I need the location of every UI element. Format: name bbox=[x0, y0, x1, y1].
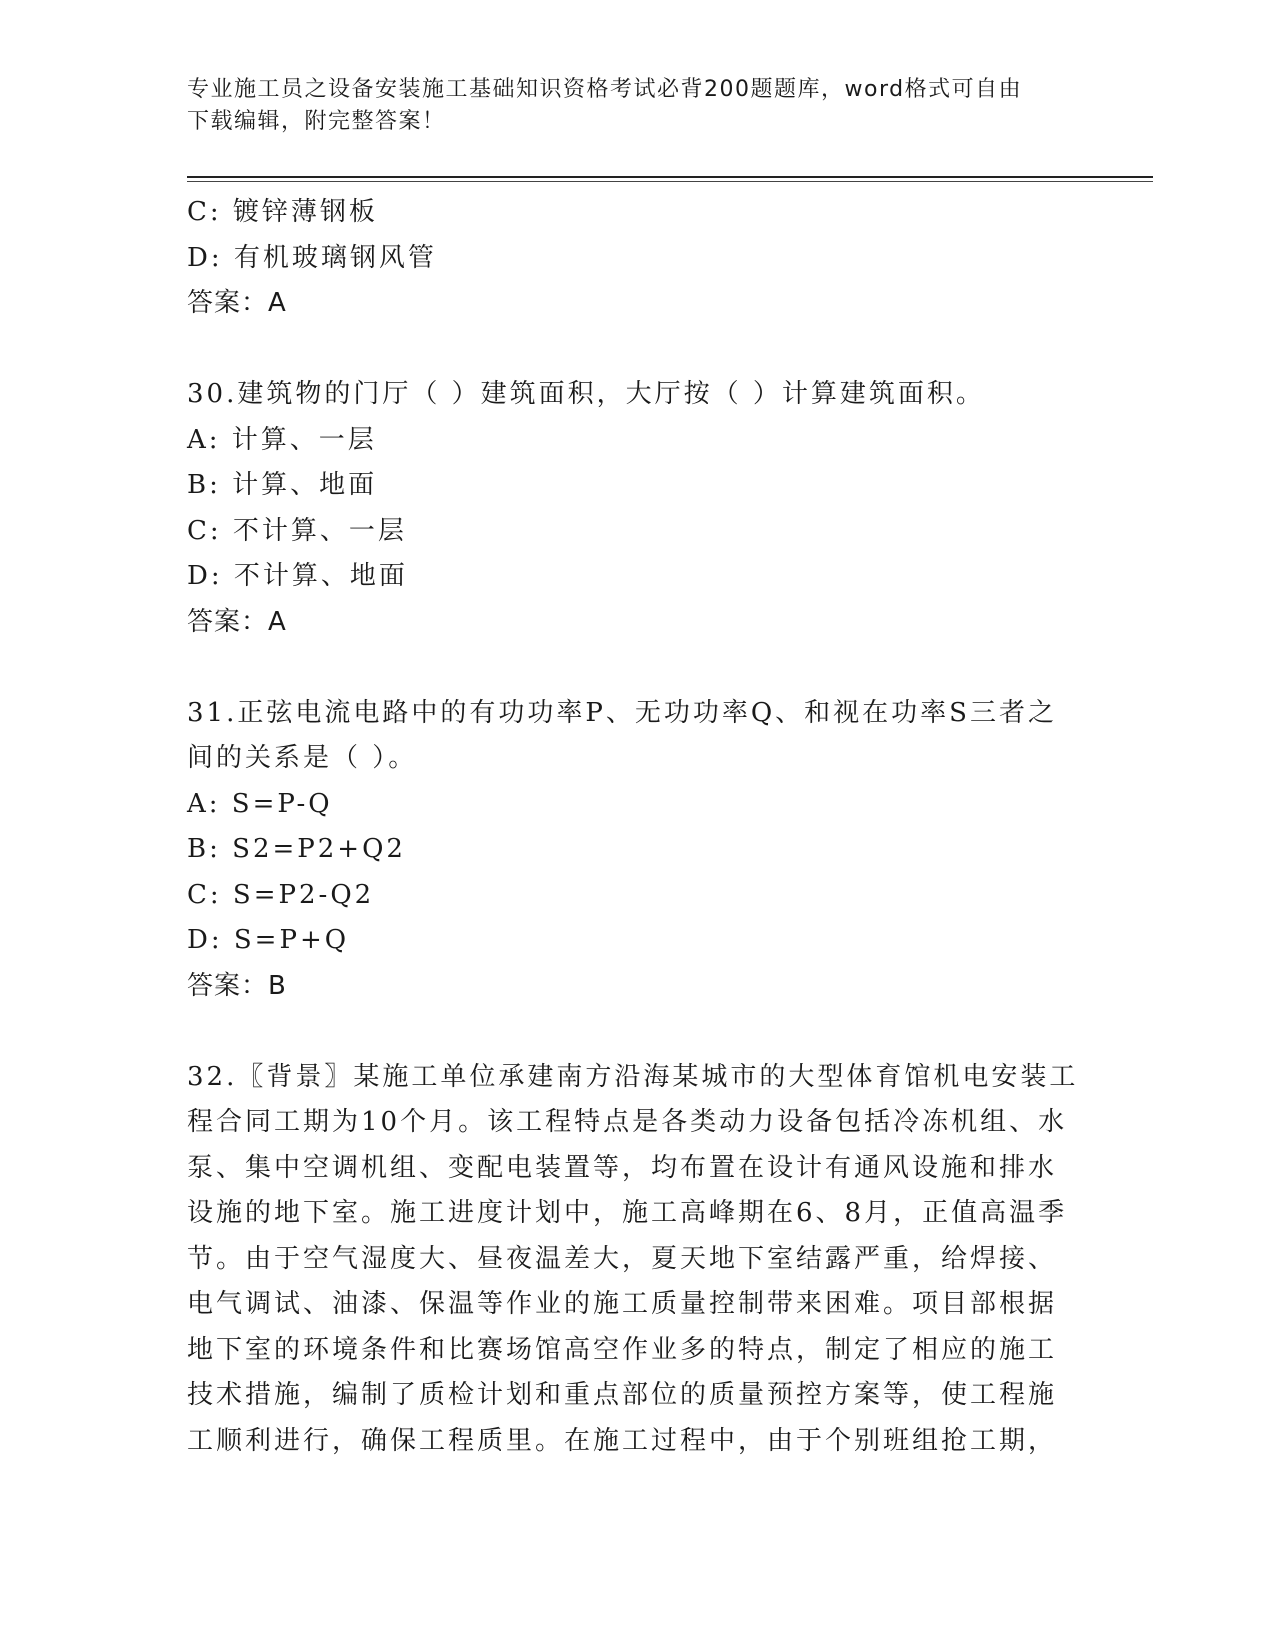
question-text-line: 技术措施，编制了质检计划和重点部位的质量预控方案等，使工程施 bbox=[187, 1380, 1058, 1410]
option-a: A: S=P-Q bbox=[187, 788, 333, 819]
spacer bbox=[187, 1009, 1067, 1055]
answer-label: 答案：A bbox=[187, 606, 287, 637]
header-line-2: 下载编辑，附完整答案！ bbox=[187, 109, 446, 134]
spacer bbox=[187, 327, 1067, 373]
option-c: C: S=P2-Q2 bbox=[187, 879, 375, 910]
answer-label: 答案：A bbox=[187, 288, 287, 318]
question-29-tail bbox=[187, 190, 1067, 327]
question-text-line: 工顺利进行，确保工程质里。在施工过程中，由于个别班组抢工期， bbox=[187, 1425, 1058, 1456]
option-d: D: 不计算、地面 bbox=[187, 561, 408, 591]
header-divider-thin bbox=[187, 181, 1153, 182]
question-text-line: 泵、集中空调机组、变配电装置等，均布置在设计有通风设施和排水 bbox=[187, 1152, 1058, 1183]
spacer bbox=[187, 645, 1067, 691]
question-text-line: 设施的地下室。施工进度计划中，施工高峰期在6、8月，正值高温季 bbox=[187, 1198, 1068, 1228]
question-stem-line-1: 31.正弦电流电路中的有功功率P、无功功率Q、和视在功率S三者之 bbox=[187, 697, 1057, 728]
question-32 bbox=[187, 1055, 1079, 1465]
answer-label: 答案：B bbox=[187, 970, 287, 1001]
question-stem: 30.建筑物的门厅（ ）建筑面积，大厅按（ ）计算建筑面积。 bbox=[187, 379, 985, 409]
header-divider-thick bbox=[187, 176, 1153, 178]
option-d: D: S=P+Q bbox=[187, 925, 350, 955]
option-c: C: 镀锌薄钢板 bbox=[187, 197, 378, 227]
option-c: C: 不计算、一层 bbox=[187, 515, 407, 546]
question-text-line: 程合同工期为10个月。该工程特点是各类动力设备包括冷冻机组、水 bbox=[187, 1107, 1068, 1137]
option-d: D: 有机玻璃钢风管 bbox=[187, 242, 437, 273]
option-b: B: S2=P2+Q2 bbox=[187, 834, 406, 864]
option-b: B: 计算、地面 bbox=[187, 470, 378, 500]
header-line-1: 专业施工员之设备安装施工基础知识资格考试必背200题题库，word格式可自由 bbox=[187, 77, 1023, 102]
question-31 bbox=[187, 691, 1067, 1010]
question-30 bbox=[187, 372, 1067, 645]
question-text-line: 地下室的环境条件和比赛场馆高空作业多的特点，制定了相应的施工 bbox=[187, 1334, 1058, 1365]
question-text-line: 电气调试、油漆、保温等作业的施工质量控制带来困难。项目部根据 bbox=[187, 1289, 1058, 1319]
option-a: A: 计算、一层 bbox=[187, 424, 377, 455]
document-header bbox=[187, 74, 1087, 138]
question-text-line: 节。由于空气湿度大、昼夜温差大，夏天地下室结露严重，给焊接、 bbox=[187, 1243, 1058, 1274]
question-stem-line-2: 间的关系是（ ）。 bbox=[187, 743, 418, 773]
question-text-line: 32.〖背景〗某施工单位承建南方沿海某城市的大型体育馆机电安装工 bbox=[187, 1061, 1079, 1092]
question-content bbox=[187, 190, 1079, 1464]
